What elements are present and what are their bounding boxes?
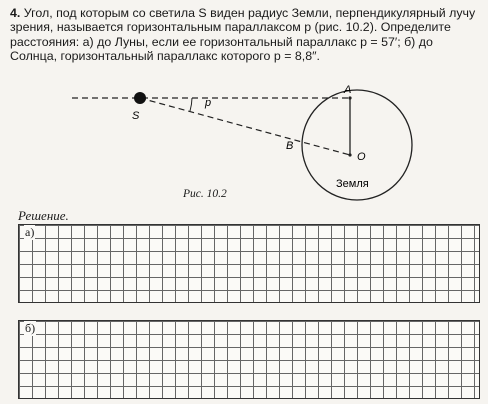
solution-heading: Решение. <box>18 208 69 223</box>
task-number: 4. <box>10 6 21 20</box>
label-p: p <box>205 97 212 109</box>
point-o <box>348 153 351 156</box>
answer-grid-b[interactable] <box>18 320 480 399</box>
label-s: S <box>132 110 140 122</box>
label-b: B <box>286 140 294 152</box>
parallax-angle-arc <box>190 98 192 111</box>
figure-caption: Рис. 10.2 <box>183 188 227 200</box>
celestial-body-s <box>134 92 146 104</box>
part-a-label: а) <box>25 225 35 239</box>
point-a <box>348 96 351 99</box>
label-earth: Земля <box>336 178 369 190</box>
label-o: O <box>357 151 366 163</box>
label-a: A <box>344 84 352 96</box>
answer-grid-a[interactable] <box>18 224 480 303</box>
part-b-label: б) <box>25 321 36 335</box>
task-statement: Угол, под которым со светила S виден радиус Земли, перпендикулярный лучу зрения, называется горизонтальным параллаксом p (рис. 10.2). Определите расстояния: а) до Луны, если ее горизонтальный параллакс p = 57′; б) до Солнца, горизонтальный параллакс которого p = 8,8″. <box>10 6 476 64</box>
